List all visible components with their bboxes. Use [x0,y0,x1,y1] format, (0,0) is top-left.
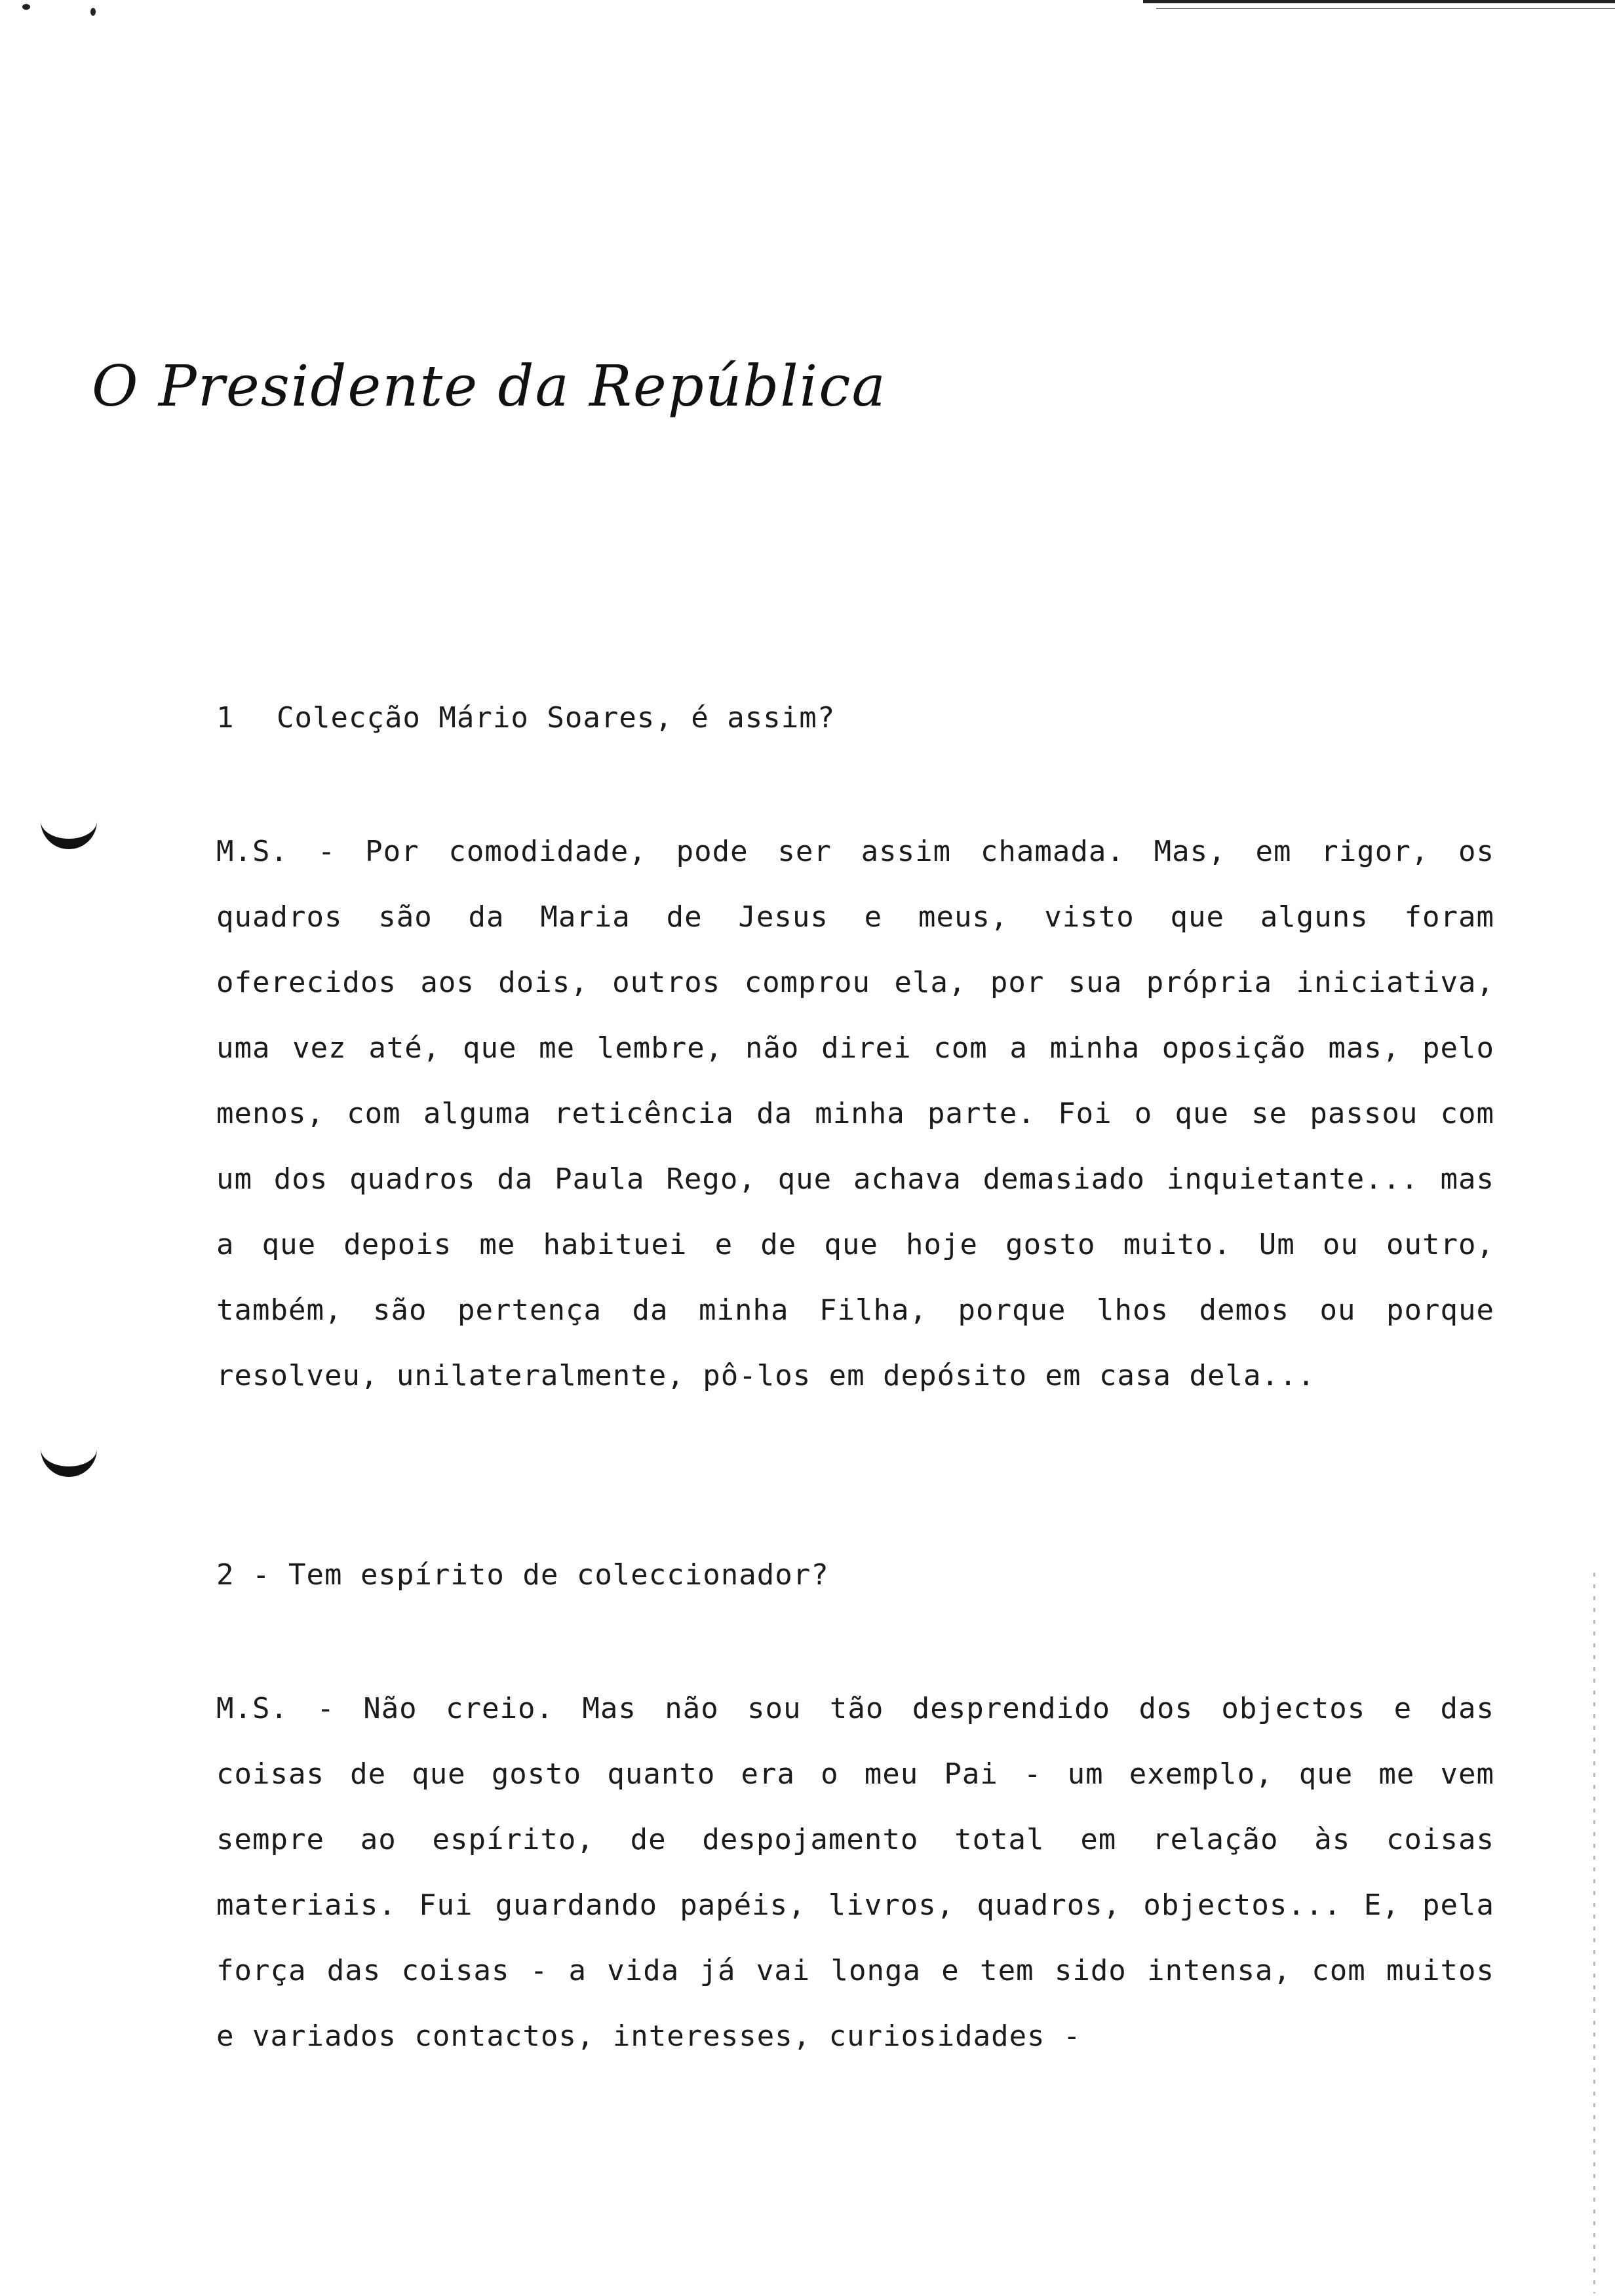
answer-2 [216,1676,1494,2069]
scan-edge-line [1156,8,1615,9]
punch-hole-mark [41,820,97,849]
scan-speck [22,4,30,10]
answer-1 [216,819,1494,1409]
answer-text: M.S. - Não creio. Mas não sou tão desprendido dos objectos e das coisas de que gosto quanto era o meu Pai - um exemplo, que me vem sempre ao espírito, de despojamento total em relação às coisas materiais. Fui guardando papéis, livros, quadros, objectos... E, pela força das coisas - a vida já vai longa e tem sido intensa, com muitos e variados contactos, interesses, curiosidades - [216,1692,1494,2053]
question-1 [216,701,835,735]
question-text: Colecção Mário Soares, é assim? [277,701,836,735]
letterhead-title: O Presidente da República [92,354,887,419]
question-text: Tem espírito de coleccionador? [288,1558,829,1592]
answer-text: M.S. - Por comodidade, pode ser assim chamada. Mas, em rigor, os quadros são da Maria de Jesus e meus, visto que alguns foram oferecidos aos dois, outros comprou ela, por sua própria iniciativa, uma vez até, que me lembre, não direi com a minha oposição mas, pelo menos, com alguma reticência da minha parte. Foi o que se passou com um dos quadros da Paula Rego, que achava demasiado inquietante... mas a que depois me habituei e de que hoje gosto muito. Um ou outro, também, são pertença da minha Filha, porque lhos demos ou porque resolveu, unilateralmente, pô-los em depósito em casa dela... [216,835,1494,1392]
question-2 [216,1558,829,1592]
question-number: 2 - [216,1558,271,1592]
scan-edge-dots [1593,1573,1595,2293]
punch-hole-mark [41,1448,97,1477]
question-number: 1 [216,701,235,735]
scan-edge-line [1143,0,1615,3]
scan-speck [90,8,96,16]
